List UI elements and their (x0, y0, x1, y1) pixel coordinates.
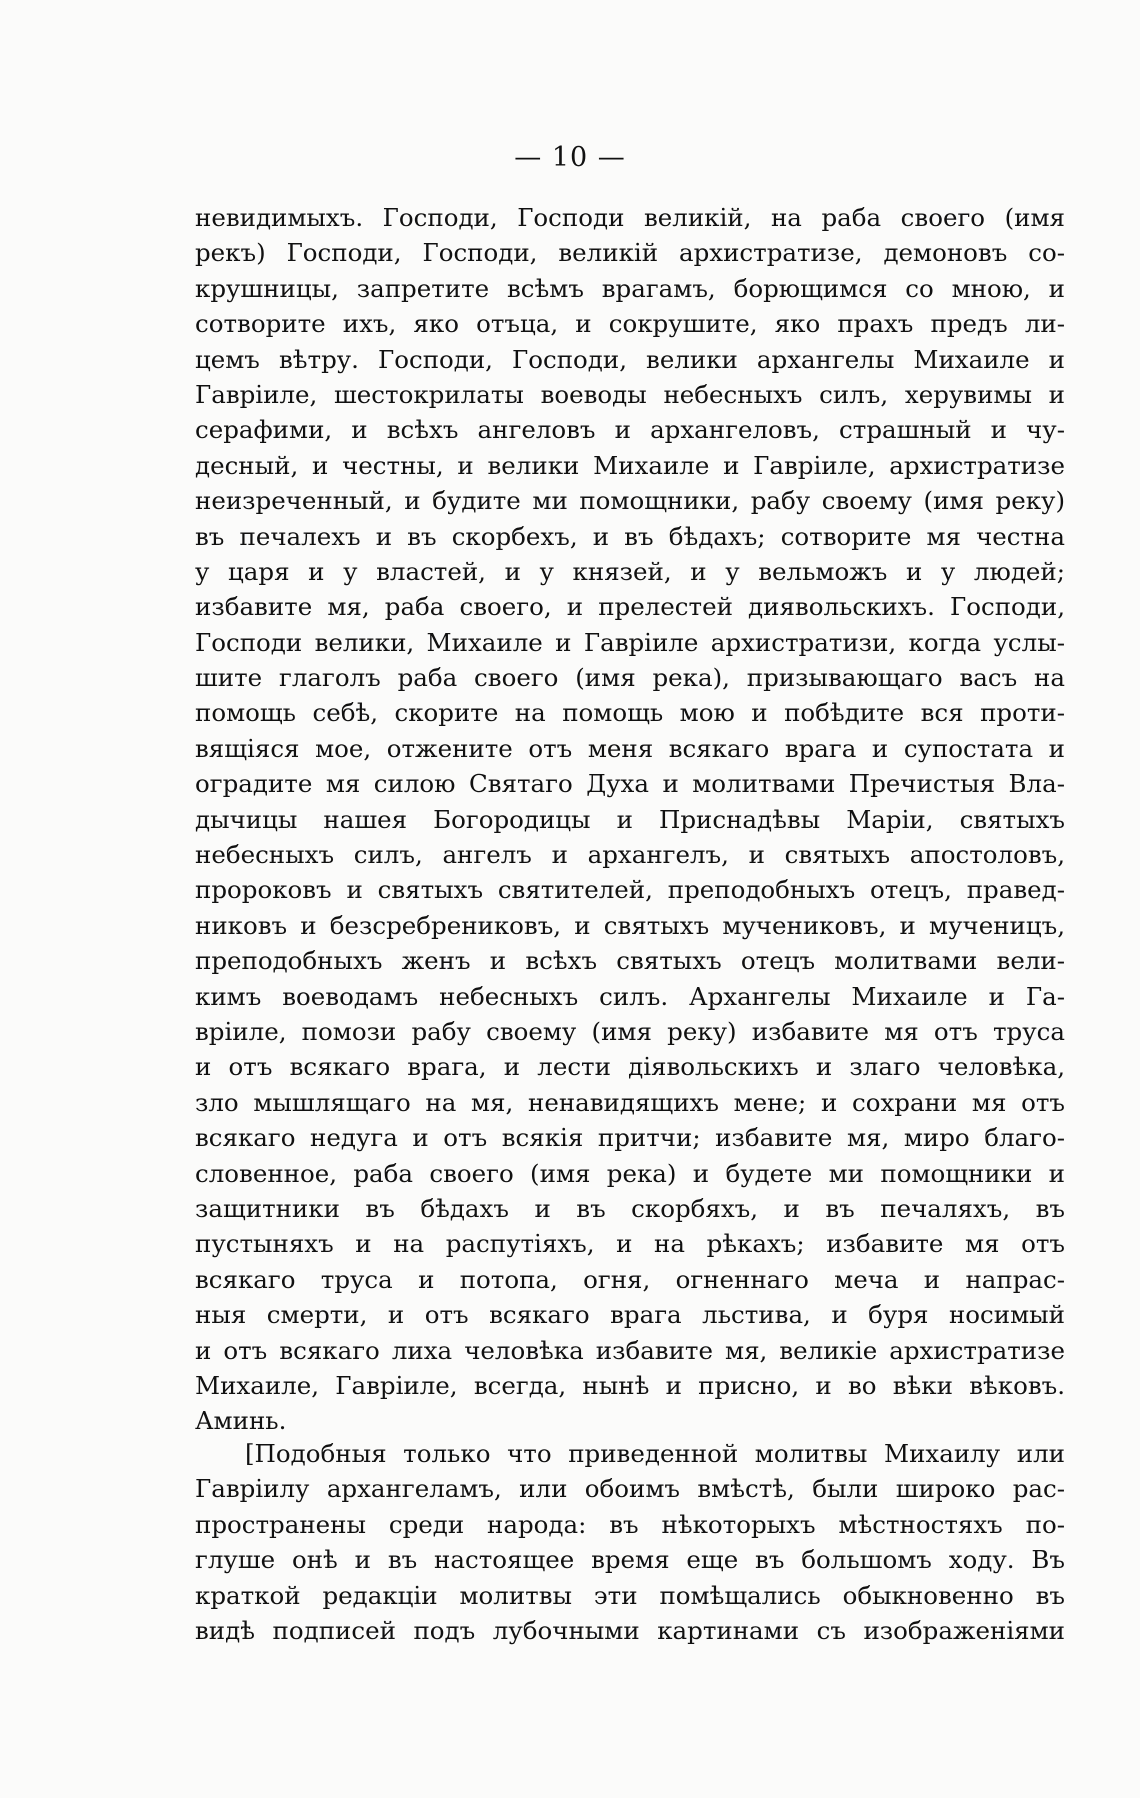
text-line: никовъ и безсребрениковъ, и святыхъ мучениковъ, и мученицъ, (195, 910, 1065, 940)
text-line: пространены среди народа: въ нѣкоторыхъ мѣстностяхъ по- (195, 1509, 1065, 1539)
paragraph-commentary (195, 1436, 1065, 1648)
text-line: защитники въ бѣдахъ и въ скорбяхъ, и въ печаляхъ, въ (195, 1193, 1065, 1223)
text-line: пустыняхъ и на распутіяхъ, и на рѣкахъ; избавите мя отъ (195, 1229, 1065, 1259)
text-line: всякаго недуга и отъ всякія притчи; избавите мя, миро благо- (195, 1123, 1065, 1153)
text-line: оградите мя силою Святаго Духа и молитвами Пречистыя Вла- (195, 769, 1065, 799)
text-line: и отъ всякаго врага, и лести діявольскихъ и злаго человѣка, (195, 1052, 1065, 1082)
text-line: шите глаголъ раба своего (имя река), призывающаго васъ на (195, 663, 1065, 693)
page-number: — 10 — (514, 142, 626, 173)
text-line: словенное, раба своего (имя река) и будете ми помощники и (195, 1158, 1065, 1188)
text-line: избавите мя, раба своего, и прелестей диявольскихъ. Господи, (195, 592, 1065, 622)
text-line: и отъ всякаго лиха человѣка избавите мя, великіе архистратизе (195, 1335, 1065, 1365)
text-line: ныя смерти, и отъ всякаго врага льстива, и буря носимый (195, 1300, 1065, 1330)
text-line: сотворите ихъ, яко отъца, и сокрушите, яко прахъ предъ ли- (195, 309, 1065, 339)
text-line: Михаиле, Гавріиле, всегда, нынѣ и присно, и во вѣки вѣковъ. (195, 1370, 1065, 1400)
text-line: краткой редакціи молитвы эти помѣщались обыкновенно въ (195, 1580, 1065, 1610)
text-line: цемъ вѣтру. Господи, Господи, велики архангелы Михаиле и (195, 344, 1065, 374)
text-line: Гавріилу архангеламъ, или обоимъ вмѣстѣ, были широко рас- (195, 1474, 1065, 1504)
text-line: [Подобныя только что приведенной молитвы Михаилу или (245, 1439, 1065, 1468)
text-line: преподобныхъ женъ и всѣхъ святыхъ отецъ молитвами вели- (195, 946, 1065, 976)
text-line: вріиле, помози рабу своему (имя реку) избавите мя отъ труса (195, 1016, 1065, 1046)
text-line: крушницы, запретите всѣмъ врагамъ, борющимся со мною, и (195, 273, 1065, 303)
text-line: Аминь. (195, 1406, 287, 1436)
text-line: рекъ) Господи, Господи, великій архистратизе, демоновъ со- (195, 238, 1065, 268)
text-line: небесныхъ силъ, ангелъ и архангелъ, и святыхъ апостоловъ, (195, 840, 1065, 870)
text-line: Господи велики, Михаиле и Гавріиле архистратизи, когда услы- (195, 627, 1065, 657)
text-line: помощь себѣ, скорите на помощь мою и побѣдите вся проти- (195, 698, 1065, 728)
text-line: дычицы нашея Богородицы и Приснадѣвы Маріи, святыхъ (195, 804, 1065, 834)
text-line: неизреченный, и будите ми помощники, рабу своему (имя реку) (195, 486, 1065, 516)
text-line: серафими, и всѣхъ ангеловъ и архангеловъ, страшный и чу- (195, 415, 1065, 445)
text-line: видѣ подписей подъ лубочными картинами съ изображеніями (195, 1615, 1065, 1645)
text-line: у царя и у властей, и у князей, и у вельможъ и у людей; (195, 556, 1065, 586)
text-line: вящіяся мое, отжените отъ меня всякаго врага и супостата и (195, 733, 1065, 763)
text-line: глуше онѣ и въ настоящее время еще въ большомъ ходу. Въ (195, 1545, 1065, 1575)
text-line: всякаго труса и потопа, огня, огненнаго меча и напрас- (195, 1264, 1065, 1294)
text-line: Гавріиле, шестокрилаты воеводы небесныхъ силъ, херувимы и (195, 379, 1065, 409)
text-line: невидимыхъ. Господи, Господи великій, на раба своего (имя (195, 203, 1065, 232)
text-line: пророковъ и святыхъ святителей, преподобныхъ отецъ, правед- (195, 875, 1065, 905)
paragraph-prayer (195, 200, 1065, 1439)
text-line: зло мышлящаго на мя, ненавидящихъ мене; и сохрани мя отъ (195, 1087, 1065, 1117)
text-line: кимъ воеводамъ небесныхъ силъ. Архангелы Михаиле и Га- (195, 981, 1065, 1011)
text-line: десный, и честны, и велики Михаиле и Гавріиле, архистратизе (195, 450, 1065, 480)
text-line: въ печалехъ и въ скорбехъ, и въ бѣдахъ; сотворите мя честна (195, 521, 1065, 551)
